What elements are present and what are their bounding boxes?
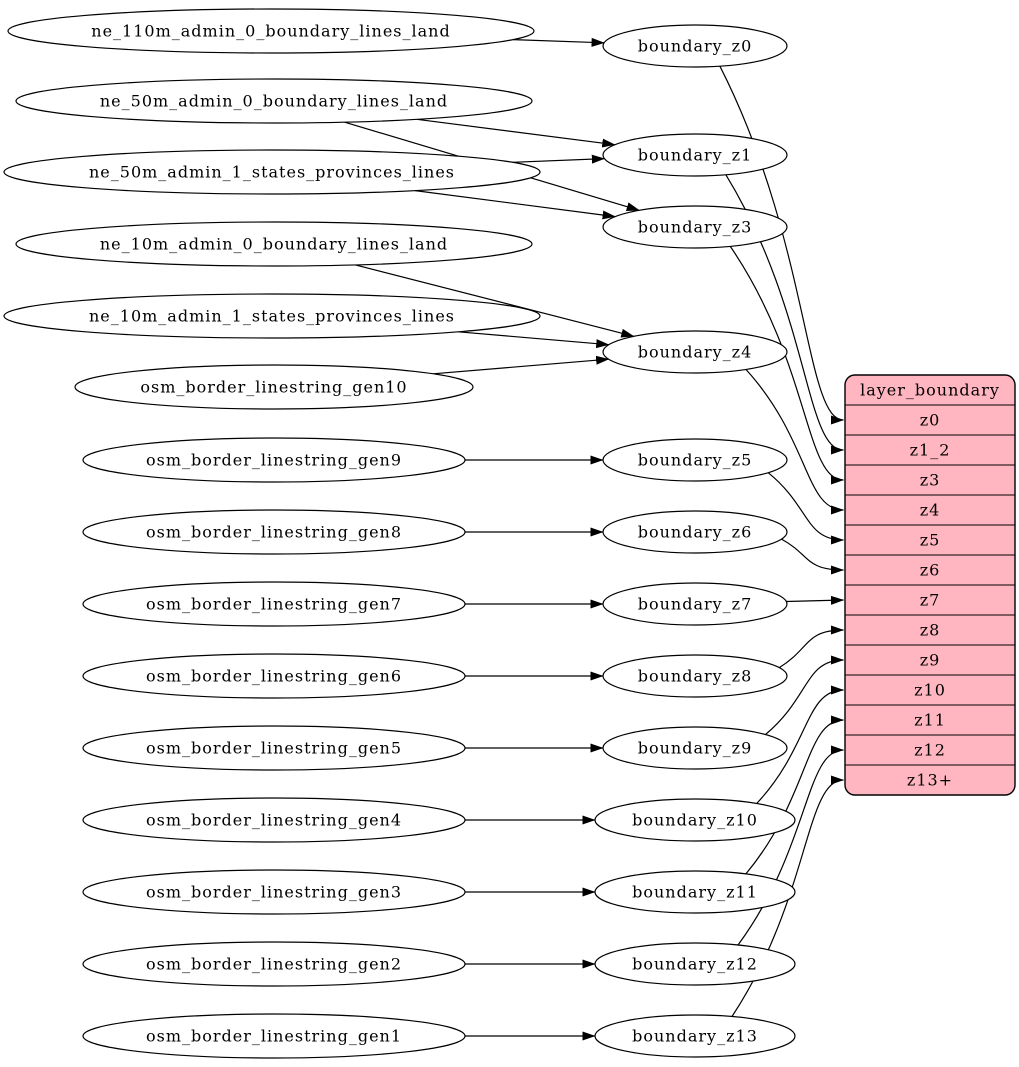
edge-ne_50m_admin_1_states_provinces_lines-to-boundary_z1 — [513, 159, 605, 163]
node-label: ne_50m_admin_0_boundary_lines_land — [99, 91, 449, 111]
node-ne_110m_admin_0_boundary_lines_land — [8, 9, 534, 53]
node-label: osm_border_linestring_gen3 — [145, 882, 403, 902]
node-osm_border_linestring_gen5 — [83, 726, 465, 770]
node-label: boundary_z10 — [632, 810, 758, 830]
table-row-z1_2: z1_2 — [909, 440, 951, 460]
node-label: osm_border_linestring_gen5 — [145, 738, 403, 758]
node-ne_10m_admin_0_boundary_lines_land — [16, 222, 532, 266]
node-label: boundary_z9 — [637, 738, 753, 758]
table-row-z9: z9 — [919, 650, 941, 670]
table-row-z8: z8 — [919, 620, 941, 640]
edge-ne_110m_admin_0_boundary_lines_land-to-boundary_z0 — [513, 40, 604, 43]
node-boundary_z3 — [603, 206, 787, 248]
node-boundary_z12 — [595, 943, 795, 985]
node-osm_border_linestring_gen8 — [83, 510, 465, 554]
node-ne_50m_admin_0_boundary_lines_land — [16, 79, 532, 123]
node-label: boundary_z13 — [632, 1026, 758, 1046]
node-osm_border_linestring_gen10 — [75, 365, 473, 409]
table-row-z11: z11 — [914, 710, 946, 730]
node-boundary_z7 — [603, 583, 787, 625]
table-row-z12: z12 — [914, 740, 946, 760]
node-osm_border_linestring_gen6 — [83, 654, 465, 698]
nodes-layer — [4, 9, 795, 1058]
node-label: boundary_z0 — [637, 36, 753, 56]
node-label: boundary_z11 — [632, 882, 758, 902]
node-boundary_z10 — [595, 799, 795, 841]
node-osm_border_linestring_gen7 — [83, 582, 465, 626]
node-label: boundary_z6 — [637, 522, 753, 542]
node-boundary_z1 — [603, 134, 787, 176]
node-ne_10m_admin_1_states_provinces_lines — [4, 294, 540, 338]
table-title: layer_boundary — [860, 380, 1000, 400]
node-osm_border_linestring_gen3 — [83, 870, 465, 914]
table-row-z5: z5 — [919, 530, 941, 550]
edge-boundary_z7-to-layer_boundary-z7 — [786, 600, 843, 602]
node-label: ne_10m_admin_0_boundary_lines_land — [99, 234, 449, 254]
node-label: boundary_z3 — [637, 217, 753, 237]
node-boundary_z13 — [595, 1015, 795, 1057]
edge-boundary_z12-to-layer_boundary-z12 — [738, 750, 844, 945]
table-row-z4: z4 — [919, 500, 941, 520]
edge-ne_50m_admin_0_boundary_lines_land-to-boundary_z1 — [417, 119, 615, 144]
edge-osm_border_linestring_gen10-to-boundary_z4 — [433, 359, 609, 374]
table-layer_boundary — [845, 375, 1015, 795]
node-label: ne_110m_admin_0_boundary_lines_land — [91, 21, 451, 41]
edge-boundary_z6-to-layer_boundary-z6 — [782, 539, 844, 570]
node-label: osm_border_linestring_gen8 — [145, 522, 403, 542]
node-boundary_z6 — [603, 511, 787, 553]
node-osm_border_linestring_gen1 — [83, 1014, 465, 1058]
node-label: osm_border_linestring_gen2 — [145, 954, 403, 974]
node-label: osm_border_linestring_gen10 — [140, 377, 408, 397]
node-osm_border_linestring_gen4 — [83, 798, 465, 842]
edge-ne_10m_admin_1_states_provinces_lines-to-boundary_z4 — [458, 332, 609, 345]
node-ne_50m_admin_1_states_provinces_lines — [4, 150, 540, 194]
table-row-z3: z3 — [919, 470, 941, 490]
node-boundary_z4 — [603, 331, 787, 373]
table-row-z0: z0 — [919, 410, 941, 430]
node-osm_border_linestring_gen2 — [83, 942, 465, 986]
edge-boundary_z4-to-layer_boundary-z4 — [746, 370, 844, 511]
table-row-z6: z6 — [919, 560, 941, 580]
node-label: osm_border_linestring_gen7 — [145, 594, 403, 614]
table-row-z7: z7 — [919, 590, 941, 610]
node-label: boundary_z8 — [637, 666, 753, 686]
node-label: boundary_z12 — [632, 954, 758, 974]
node-label: boundary_z4 — [637, 342, 753, 362]
table-row-z13+: z13+ — [906, 770, 954, 790]
node-osm_border_linestring_gen9 — [83, 438, 465, 482]
node-label: ne_10m_admin_1_states_provinces_lines — [89, 306, 455, 326]
node-boundary_z11 — [595, 871, 795, 913]
node-label: ne_50m_admin_1_states_provinces_lines — [89, 162, 455, 182]
table-row-z10: z10 — [914, 680, 946, 700]
node-label: boundary_z1 — [637, 145, 753, 165]
node-boundary_z0 — [603, 25, 787, 67]
node-label: boundary_z5 — [637, 450, 753, 470]
node-boundary_z5 — [603, 439, 787, 481]
node-boundary_z8 — [603, 655, 787, 697]
node-label: osm_border_linestring_gen4 — [145, 810, 403, 830]
node-label: osm_border_linestring_gen1 — [145, 1026, 403, 1046]
node-label: osm_border_linestring_gen9 — [145, 450, 403, 470]
node-boundary_z9 — [603, 727, 787, 769]
node-label: boundary_z7 — [637, 594, 753, 614]
edge-boundary_z8-to-layer_boundary-z8 — [779, 630, 843, 668]
node-label: osm_border_linestring_gen6 — [145, 666, 403, 686]
